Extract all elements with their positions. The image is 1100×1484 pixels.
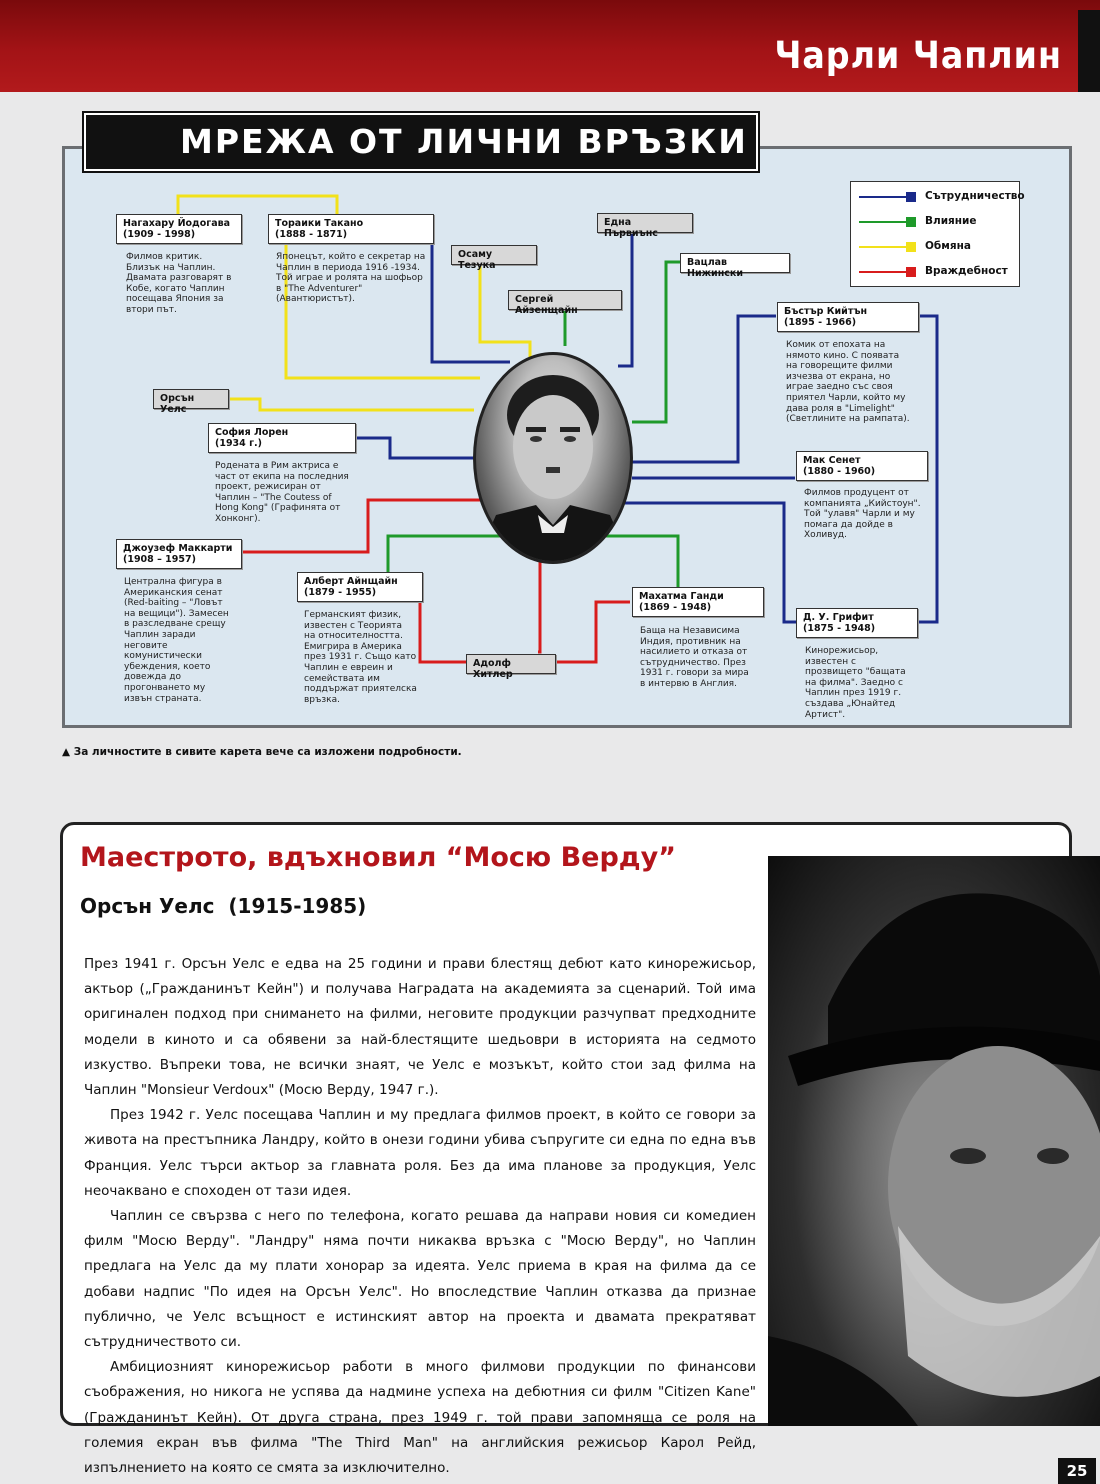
desc-takano: Японецът, който е секретар на Чаплин в периода 1916 -1934. Той играе и ролята на шофьор в "The Adventurer" (Авантюристът). (276, 252, 426, 305)
page-title: Чарли Чаплин (774, 34, 1062, 77)
person-hitler: Адолф Хитлер (466, 654, 556, 674)
article-paragraph: Чаплин се свързва с него по телефона, когато решава да направи новия си комедиен филм "Мосю Верду". "Ландру" няма почти никаква връзка с "Мосю Верду", но Чаплин предлага на Уелс да му плати хонорар за идеята. Уелс приема в края на филма да се добави надпис "По идея на Орсън Уелс". Но впоследствие Чаплин отказва да признае публично, че Уелс всъщност е истинският автор на проекта и двамата прекратяват сътрудничеството си. (84, 1208, 756, 1351)
line-loren (355, 438, 474, 458)
diagram-footnote: ▲ За личностите в сивите карета вече са изложени подробности. (62, 746, 462, 758)
person-welles: Орсън Уелс (153, 389, 229, 409)
article-body (84, 952, 756, 1481)
line-hitler (538, 558, 540, 652)
person-griffith: Д. У. Грифит (1875 - 1948) (796, 608, 918, 638)
triangle-up-icon: ▲ (62, 746, 71, 758)
diagram-title: МРЕЖА ОТ ЛИЧНИ ВРЪЗКИ (180, 122, 748, 161)
person-purviance: Една Първиънс (597, 213, 693, 233)
person-mccarthy: Джоузеф Маккарти (1908 – 1957) (116, 539, 242, 569)
line-gandhi (600, 536, 678, 588)
desc-griffith: Кинорежисьор, известен с прозвището "бащата на филма". Заедно с Чаплин през 1919 г. създава „Юнайтед Артист". (805, 646, 906, 720)
article-paragraph: През 1942 г. Уелс посещава Чаплин и му предлага филмов проект, в който се говори за живота на престъпника Ландру, който в онези години убива съпругите си една по една във Франция. Уелс търси актьор за главната роля. Без да има планове за продукция, Уелс неочаквано е споходен от тази идея. (84, 1107, 756, 1199)
article-paragraph: Амбициозният кинорежисьор работи в много филмови продукции по финансови съображения, но никога не успява да надмине успеха на дебютния си филм "Citizen Kane" (Гражданинът Кейн). От друга страна, през 1949 г. той прави запомняща се роля на големия екран във филма "The Third Man" на английския режисьор Карол Рейд, изпълнението на която се смята за изключително. (84, 1359, 756, 1477)
person-eisenstein: Сергей Айзенщайн (508, 290, 622, 310)
line-yodogawa (178, 196, 337, 216)
desc-mccarthy: Централна фигура в Американския сенат (Red-baiting – "Ловът на вещици"). Замесен в разследване срещу Чаплин заради неговите комунистически убеждения, което довежда до прогонването му извън страната. (124, 577, 229, 704)
desc-gandhi: Баща на Независима Индия, противник на насилието и отказа от сътрудничество. През 1931 г. говори за мира в интервю в Англия. (640, 626, 749, 689)
line-nijinsky (632, 262, 680, 422)
article-title: Маестрото, вдъхновил “Мосю Верду” (80, 842, 676, 873)
line-hitler-gandhi (556, 602, 630, 662)
article-subtitle: Орсън Уелс (1915-1985) (80, 894, 367, 918)
person-yodogawa: Нагахару Йодогава (1909 - 1998) (116, 214, 242, 244)
person-keaton: Бъстър Кийтън (1895 - 1966) (777, 302, 919, 332)
person-einstein: Алберт Айнщайн (1879 - 1955) (297, 572, 423, 602)
chaplin-portrait (473, 352, 633, 564)
desc-keaton: Комик от епохата на нямото кино. С появата на говорещите филми изчезва от екрана, но играе заедно със своя приятел Чарли, който му дава роля в "Limelight" (Светлините на рампата). (786, 340, 910, 425)
line-welles (228, 399, 474, 410)
legend-item-exchange: Обмяна (851, 237, 1019, 257)
person-takano: Тораики Такано (1888 - 1871) (268, 214, 434, 244)
legend (850, 181, 1025, 287)
legend-item-hostility: Враждебност (851, 262, 1019, 282)
legend-item-collaboration: Сътрудничество (851, 187, 1019, 207)
legend-item-influence: Влияние (851, 212, 1019, 232)
desc-loren: Родената в Рим актриса е част от екипа на последния проект, режисиран от Чаплин – "The Coutess of Hong Kong" (Графинята от Хонконг). (215, 461, 349, 524)
person-sennett: Мак Сенет (1880 - 1960) (796, 451, 928, 481)
desc-sennett: Филмов продуцент от компанията „Кийстоун". Той "улавя" Чарли и му помага да дойде в Холивуд. (804, 488, 921, 541)
person-loren: София Лорен (1934 г.) (208, 423, 356, 453)
person-tezuka: Осаму Тезука (451, 245, 537, 265)
person-nijinsky: Вацлав Нижински (680, 253, 790, 273)
line-keaton (632, 316, 776, 462)
person-gandhi: Махатма Ганди (1869 - 1948) (632, 587, 764, 617)
welles-photo (768, 856, 1100, 1426)
article-paragraph: През 1941 г. Орсън Уелс е едва на 25 години и прави блестящ дебют като кинорежисьор, актьор („Гражданинът Кейн") и получава Наградата на академията за сценарий. Той има оригинален подход при снимането на филми, неговите продукции разчупват предходните модели в киното и са обявени за най-блестящите шедьоври в историята на седмото изкуство. Въпреки това, не всички знаят, че Уелс е мозъкът, който стои зад филма на Чаплин "Monsieur Verdoux" (Мосю Верду, 1947 г.). (84, 956, 756, 1099)
page-number: 25 (1058, 1458, 1096, 1484)
desc-einstein: Германският физик, известен с Теорията на относителността. Емигрира в Америка през 1931 г. Също като Чаплин е евреин и семействата им поддържат приятелска връзка. (304, 610, 417, 705)
desc-yodogawa: Филмов критик. Близък на Чаплин. Двамата разговарят в Кобе, когато Чаплин посещава Япония за втори път. (126, 252, 232, 315)
